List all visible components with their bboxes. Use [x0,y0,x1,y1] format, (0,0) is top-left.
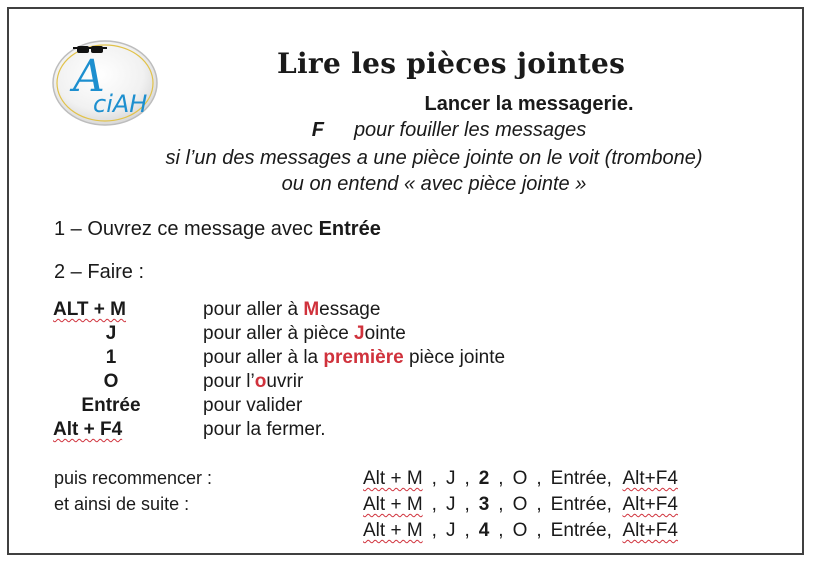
shortcut-row [53,418,505,442]
shortcut-row [53,298,505,322]
shortcut-action: pour aller à la première pièce jointe [203,347,506,368]
shortcut-action: pour aller à Message [203,299,381,320]
intro-line-4: ou on entend « avec pièce jointe » [281,173,587,195]
step-1-text: 1 – Ouvrez ce message avec [54,218,319,240]
shortcut-key: O [103,371,119,392]
repeat-sequence: Alt + M , J , 3 , O , Entrée, Alt+F4 [363,494,678,515]
shortcut-key: J [105,323,117,344]
shortcut-action: pour l’ouvrir [203,371,304,392]
shortcut-action: pour la fermer. [203,419,326,440]
shortcut-row [53,370,505,394]
step-2: 2 – Faire : [54,261,145,283]
repeat-sequence: Alt + M , J , 4 , O , Entrée, Alt+F4 [363,520,678,541]
shortcut-row [53,394,505,418]
shortcut-action: pour aller à pièce Jointe [203,323,406,344]
shortcut-key: Alt + F4 [53,419,123,440]
shortcut-action: pour valider [203,395,303,416]
step-1 [54,218,381,241]
repeat-label-1: puis recommencer : [54,468,213,488]
repeat-sequence: Alt + M , J , 2 , O , Entrée, Alt+F4 [363,468,678,489]
repeat-label-2: et ainsi de suite : [54,494,190,514]
instruction-card [7,7,804,555]
logo-letters-ciah: ciAH [93,90,148,118]
shortcut-row [53,322,505,346]
shortcut-key: 1 [105,347,117,368]
intro-line-2-text: pour fouiller les messages [353,119,587,141]
intro-line-2 [209,119,689,142]
shortcut-key: ALT + M [53,299,127,320]
intro-key-f: F [311,119,324,141]
shortcut-key: Entrée [81,395,141,416]
page-title: Lire les pièces jointes [277,47,626,80]
shortcut-row [53,346,505,370]
shortcut-list [53,298,505,442]
aciah-logo [49,36,161,128]
intro-line-1: Lancer la messagerie. [424,93,634,115]
intro-line-3: si l’un des messages a une pièce jointe on le voit (trombone) [165,147,703,169]
logo-letter-a: A [73,51,105,102]
step-1-bold: Entrée [318,218,381,240]
